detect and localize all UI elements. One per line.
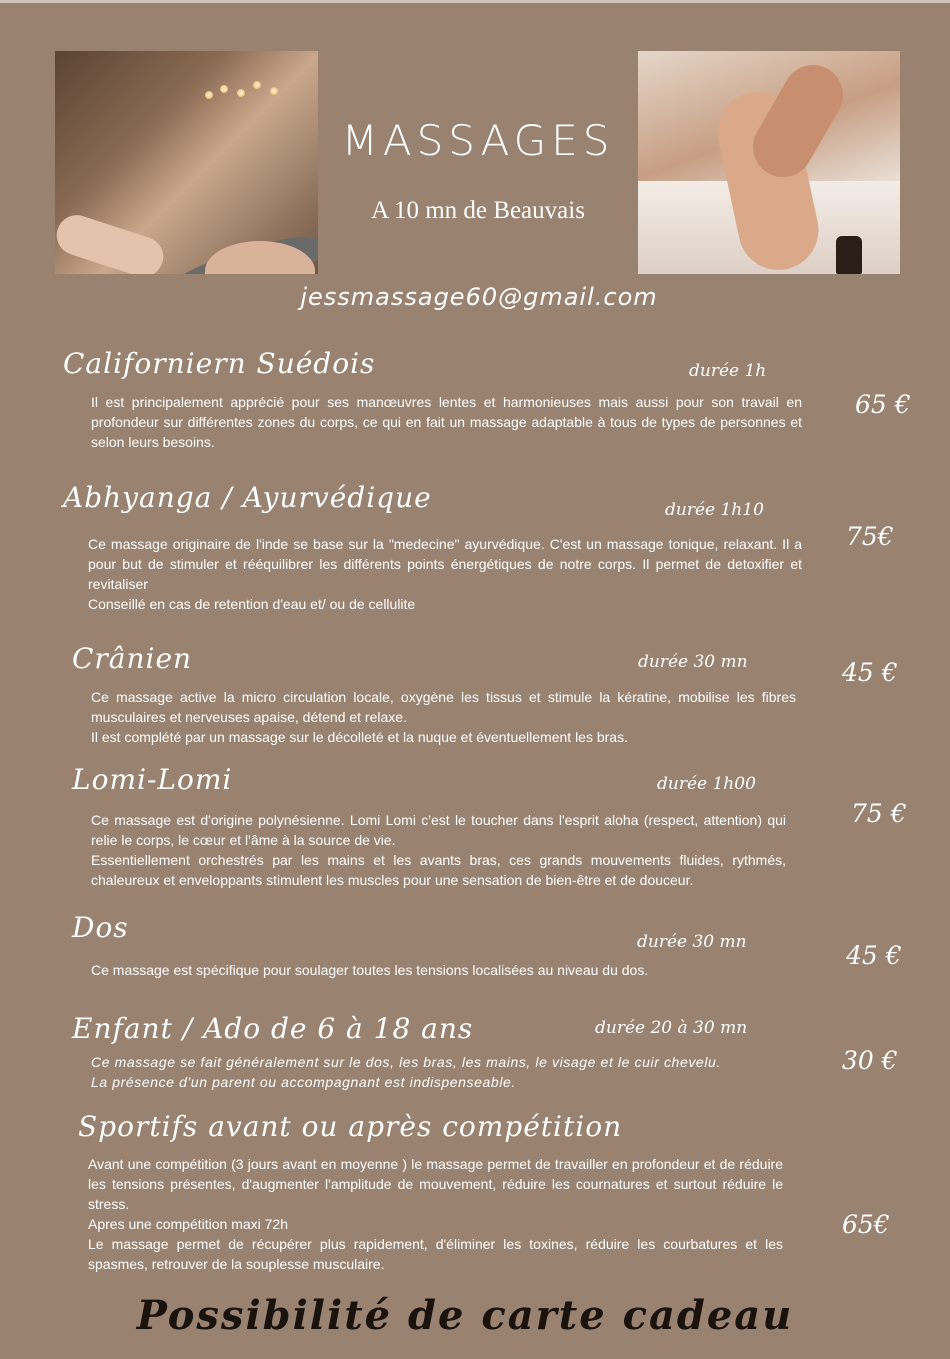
service-price: 65 €: [855, 390, 911, 419]
service-price: 45 €: [842, 658, 898, 687]
contact-email[interactable]: jessmassage60@gmail.com: [300, 283, 658, 311]
top-border: [0, 0, 950, 3]
service-duration: durée 20 à 30 mn: [595, 1018, 748, 1038]
service-name: Sportifs avant ou après compétition: [78, 1110, 623, 1143]
service-duration: durée 30 mn: [638, 652, 748, 672]
service-price: 75€: [846, 522, 894, 551]
service-description: Avant une compétition (3 jours avant en moyenne ) le massage permet de travailler en profondeur et de réduire les tensions présentes, d'augmenter l'amplitude de mouvement, réduire les cournatures et surtout réduire le stress. Apres une compétition maxi 72h Le massage permet de récupérer plus rapidement, d'éliminer les toxines, réduire les courbatures et les spasmes, retrouver de la souplesse musculaire.: [88, 1156, 783, 1272]
service-duration: durée 1h00: [657, 774, 756, 794]
service-description: Ce massage est spécifique pour soulager toutes les tensions localisées au niveau du dos.: [91, 962, 649, 978]
service-name: Abhyanga / Ayurvédique: [63, 481, 432, 514]
service-description: Ce massage se fait généralement sur le dos, les bras, les mains, le visage et le cuir chevelu. La présence d'un parent ou accompagnant est indispenseable.: [91, 1054, 721, 1090]
service-price: 30 €: [842, 1046, 898, 1075]
service-name: Californiern Suédois: [63, 347, 376, 380]
service-description: Ce massage active la micro circulation locale, oxygène les tissus et stimule la kératine, mobilise les fibres musculaires et nerveuses apaise, détend et relaxe. Il est complété par un massage sur le décolleté et la nuque et éventuellement les bras.: [91, 689, 796, 745]
service-name: Lomi-Lomi: [72, 763, 233, 796]
foot-massage-photo: [638, 51, 900, 274]
service-price: 45 €: [846, 941, 902, 970]
service-price: 75 €: [851, 799, 907, 828]
page-title: MASSAGES: [341, 116, 615, 165]
gift-card-banner: Possibilité de carte cadeau: [136, 1292, 794, 1339]
service-duration: durée 1h: [689, 361, 767, 381]
service-name: Crânien: [72, 642, 193, 675]
service-description: Il est principalement apprécié pour ses manœuvres lentes et harmonieuses mais aussi pour son travail en profondeur sur différentes zones du corps, ce qui en fait un massage adaptable à tous de types de personnes et selon leurs besoins.: [91, 394, 802, 450]
service-duration: durée 1h10: [665, 500, 764, 520]
service-description: Ce massage est d'origine polynésienne. Lomi Lomi c'est le toucher dans l'esprit aloha (respect, attention) qui relie le corps, le cœur et l'âme à la source de vie. Essentiellement orchestrés par les mains et les avants bras, ces grands mouvements fluides, rythmés, chaleureux et enveloppants stimulent les muscles pour une sensation de bien-être et de douceur.: [91, 812, 786, 888]
service-price: 65€: [842, 1210, 890, 1239]
service-name: Enfant / Ado de 6 à 18 ans: [72, 1012, 474, 1045]
spa-face-massage-photo: [55, 51, 318, 274]
service-name: Dos: [72, 911, 129, 944]
service-description: Ce massage originaire de l'inde se base sur la "medecine" ayurvédique. C'est un massage tonique, relaxant. Il a pour but de stimuler et rééquilibrer les différents points énergétiques de notre corps. Il permet de detoxifier et revitaliser Conseillé en cas de retention d'eau et/ ou de cellulite: [88, 536, 802, 612]
service-duration: durée 30 mn: [637, 932, 747, 952]
location-subtitle: A 10 mn de Beauvais: [371, 197, 585, 224]
